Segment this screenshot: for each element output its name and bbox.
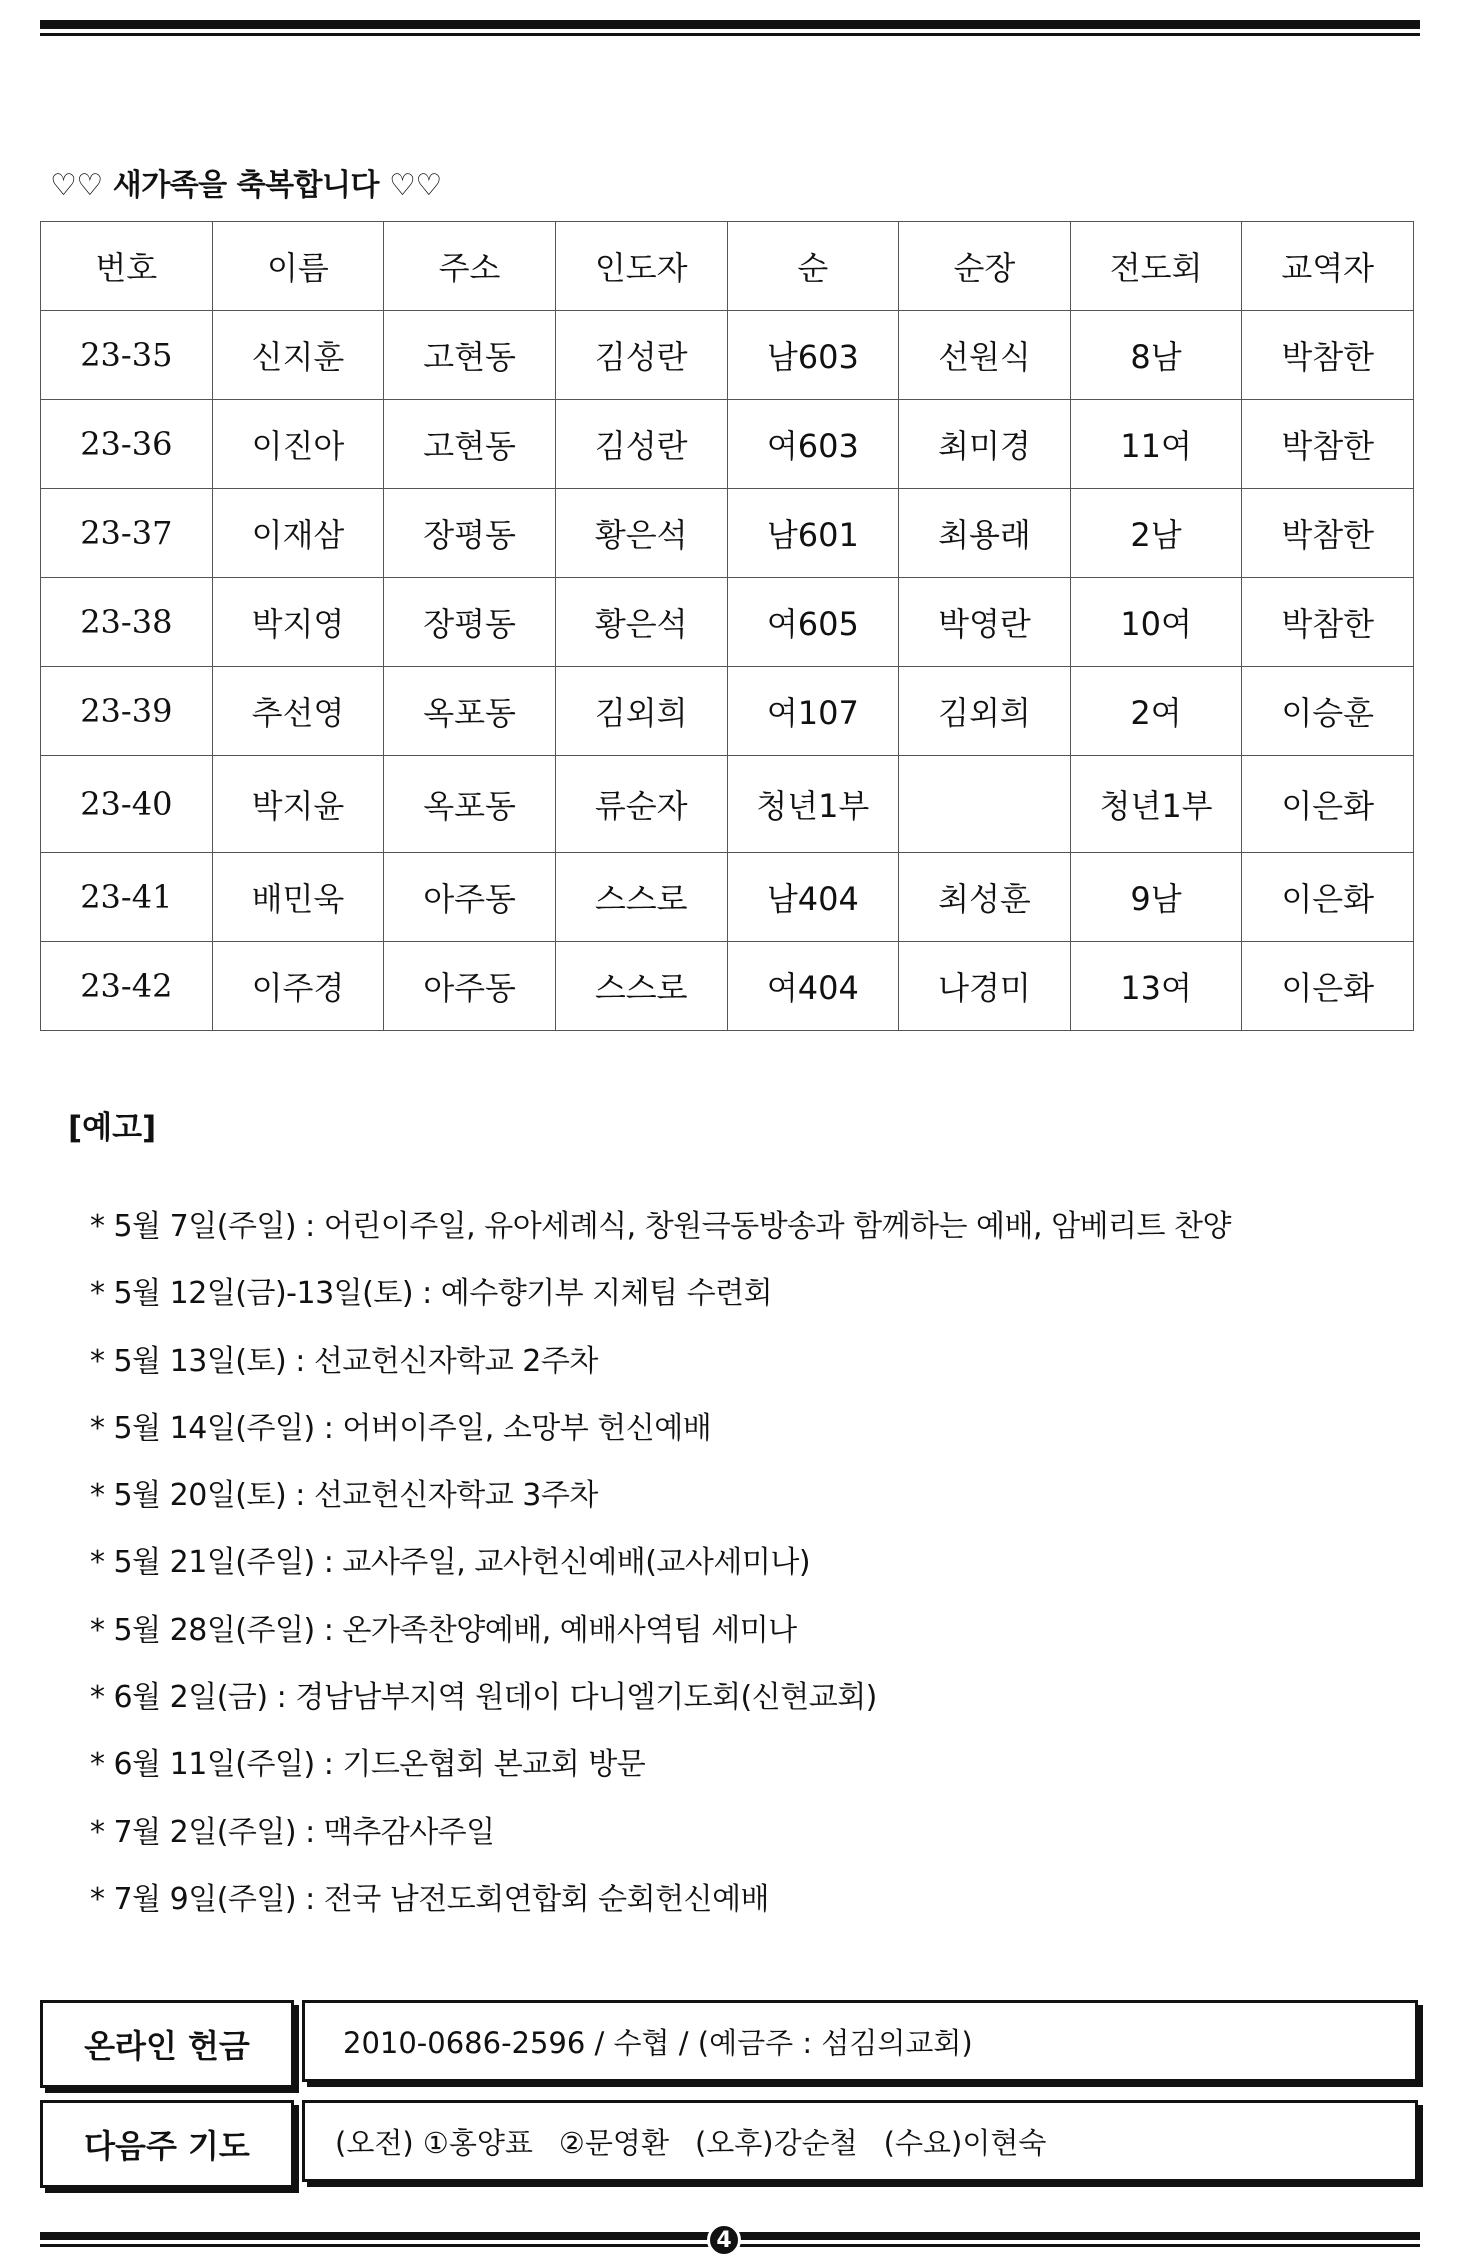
cell-pastor: 박참한 (1242, 578, 1414, 667)
account-text: 2010-0686-2596 / 수협 / (예금주 : 섬김의교회) (343, 2025, 973, 2060)
cell-pastor: 이은화 (1242, 853, 1414, 942)
cell-number: 23-35 (41, 311, 213, 400)
next-week-prayer-row (40, 2100, 1420, 2192)
top-rule-thick (40, 20, 1420, 29)
notice-item: * 5월 7일(주일) : 어린이주일, 유아세례식, 창원극동방송과 함께하는 예배, 암베리트 찬양 (90, 1209, 1231, 1244)
cell-mission: 13여 (1070, 942, 1242, 1031)
cell-group: 남601 (727, 489, 899, 578)
cell-guide: 스스로 (555, 942, 727, 1031)
header-pastor: 교역자 (1242, 222, 1414, 311)
cell-name: 추선영 (212, 667, 384, 756)
cell-name: 이재삼 (212, 489, 384, 578)
cell-leader: 최성훈 (899, 853, 1071, 942)
cell-mission: 10여 (1070, 578, 1242, 667)
table-header-row (41, 222, 1414, 311)
cell-mission: 8남 (1070, 311, 1242, 400)
cell-guide: 류순자 (555, 756, 727, 853)
cell-group: 남404 (727, 853, 899, 942)
cell-address: 장평동 (384, 489, 556, 578)
prayer-afternoon: (오후)강순철 (694, 2125, 858, 2160)
prayer-wednesday: (수요)이현숙 (883, 2125, 1047, 2160)
cell-leader: 선원식 (899, 311, 1071, 400)
notice-title: [예고] (68, 1110, 157, 1146)
header-cell-leader: 순장 (899, 222, 1071, 311)
cell-number: 23-39 (41, 667, 213, 756)
cell-name: 박지윤 (212, 756, 384, 853)
new-family-table (40, 221, 1414, 1031)
cell-mission: 2남 (1070, 489, 1242, 578)
cell-number: 23-40 (41, 756, 213, 853)
cell-leader: 최미경 (899, 400, 1071, 489)
cell-number: 23-38 (41, 578, 213, 667)
notice-item: * 5월 21일(주일) : 교사주일, 교사헌신예배(교사세미나) (90, 1545, 811, 1581)
table-row (41, 667, 1414, 756)
cell-guide: 김외희 (555, 667, 727, 756)
cell-pastor: 이은화 (1242, 942, 1414, 1031)
cell-group: 남603 (727, 311, 899, 400)
cell-guide: 김성란 (555, 400, 727, 489)
header-mission-group: 전도회 (1070, 222, 1242, 311)
cell-leader: 최용래 (899, 489, 1071, 578)
notice-item: * 5월 12일(금)-13일(토) : 예수향기부 지체팀 수련회 (90, 1276, 773, 1312)
header-address: 주소 (384, 222, 556, 311)
header-cell: 순 (727, 222, 899, 311)
cell-pastor: 박참한 (1242, 311, 1414, 400)
cell-address: 아주동 (384, 942, 556, 1031)
cell-mission: 2여 (1070, 667, 1242, 756)
cell-pastor: 박참한 (1242, 489, 1414, 578)
notice-item: * 7월 9일(주일) : 전국 남전도회연합회 순회헌신예배 (90, 1881, 770, 1917)
notice-item: * 5월 14일(주일) : 어버이주일, 소망부 헌신예배 (90, 1410, 712, 1446)
online-offering-row (40, 2000, 1420, 2092)
cell-mission: 청년1부 (1070, 756, 1242, 853)
cell-leader: 김외희 (899, 667, 1071, 756)
cell-name: 배민욱 (212, 853, 384, 942)
cell-group: 여605 (727, 578, 899, 667)
notice-item: * 5월 28일(주일) : 온가족찬양예배, 예배사역팀 세미나 (90, 1612, 797, 1648)
online-offering-label: 온라인 헌금 (40, 2000, 294, 2088)
cell-group: 여404 (727, 942, 899, 1031)
table-row (41, 853, 1414, 942)
table-row (41, 578, 1414, 667)
notice-item: * 6월 11일(주일) : 기드온협회 본교회 방문 (90, 1747, 646, 1783)
cell-name: 신지훈 (212, 311, 384, 400)
cell-address: 옥포동 (384, 756, 556, 853)
notice-list (90, 1193, 1231, 1933)
cell-pastor: 박참한 (1242, 400, 1414, 489)
cell-address: 장평동 (384, 578, 556, 667)
cell-number: 23-36 (41, 400, 213, 489)
notice-item: * 6월 2일(금) : 경남남부지역 원데이 다니엘기도회(신현교회) (90, 1680, 877, 1716)
online-offering-account (302, 2000, 1418, 2082)
prayer-morning: (오전) ①홍양표 (335, 2125, 533, 2160)
cell-address: 고현동 (384, 400, 556, 489)
table-row (41, 942, 1414, 1031)
notice-item: * 5월 20일(토) : 선교헌신자학교 3주차 (90, 1478, 598, 1514)
cell-mission: 11여 (1070, 400, 1242, 489)
cell-name: 이주경 (212, 942, 384, 1031)
table-row (41, 311, 1414, 400)
cell-group: 여107 (727, 667, 899, 756)
notice-item: * 5월 13일(토) : 선교헌신자학교 2주차 (90, 1343, 598, 1379)
next-week-prayer-box (302, 2100, 1418, 2182)
cell-group: 청년1부 (727, 756, 899, 853)
cell-address: 아주동 (384, 853, 556, 942)
cell-number: 23-37 (41, 489, 213, 578)
table-row (41, 489, 1414, 578)
cell-number: 23-41 (41, 853, 213, 942)
cell-guide: 황은석 (555, 578, 727, 667)
new-family-title: ♡♡ 새가족을 축복합니다 ♡♡ (50, 168, 442, 203)
cell-group: 여603 (727, 400, 899, 489)
cell-guide: 황은석 (555, 489, 727, 578)
notice-item: * 7월 2일(주일) : 맥추감사주일 (90, 1814, 495, 1850)
cell-mission: 9남 (1070, 853, 1242, 942)
header-guide: 인도자 (555, 222, 727, 311)
header-number: 번호 (41, 222, 213, 311)
prayer-morning-2: ②문영환 (558, 2125, 669, 2160)
cell-address: 고현동 (384, 311, 556, 400)
table-row (41, 756, 1414, 853)
top-rule-thin (40, 33, 1420, 36)
cell-guide: 스스로 (555, 853, 727, 942)
cell-leader: 박영란 (899, 578, 1071, 667)
cell-leader (899, 756, 1071, 853)
header-name: 이름 (212, 222, 384, 311)
cell-name: 박지영 (212, 578, 384, 667)
cell-pastor: 이은화 (1242, 756, 1414, 853)
cell-guide: 김성란 (555, 311, 727, 400)
cell-address: 옥포동 (384, 667, 556, 756)
cell-name: 이진아 (212, 400, 384, 489)
table-row (41, 400, 1414, 489)
next-week-prayer-label: 다음주 기도 (40, 2100, 294, 2188)
cell-pastor: 이승훈 (1242, 667, 1414, 756)
cell-leader: 나경미 (899, 942, 1071, 1031)
cell-number: 23-42 (41, 942, 213, 1031)
page-number: 4 (707, 2223, 741, 2257)
